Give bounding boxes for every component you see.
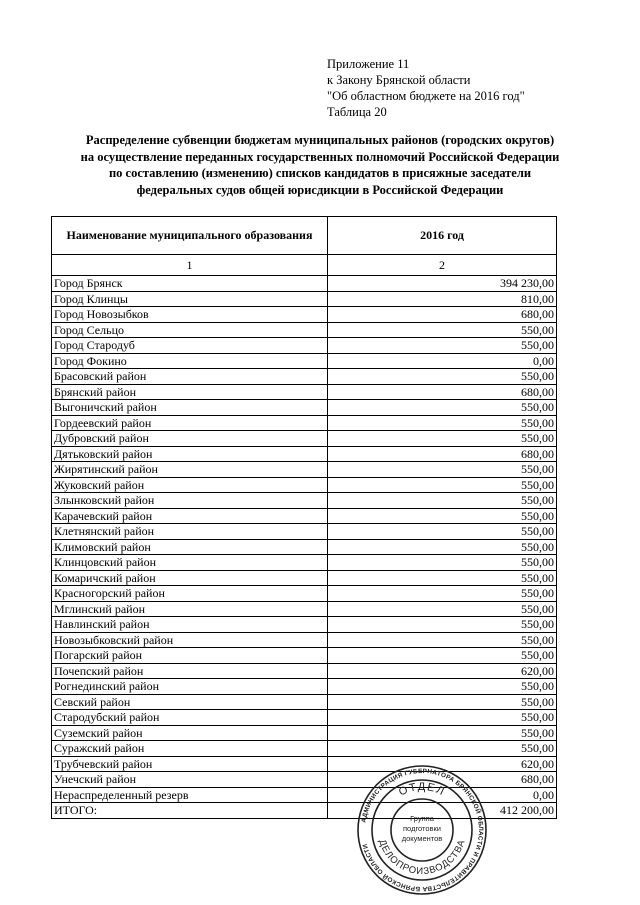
table-row [52, 477, 557, 493]
subvention-amount: 550,00 [328, 555, 557, 571]
svg-text:АДМИНИСТРАЦИЯ ГУБЕРНАТОРА БРЯН: АДМИНИСТРАЦИЯ ГУБЕРНАТОРА БРЯНСКОЙ ОБЛАСТИ И ПРАВИТЕЛЬСТВА БРЯНСКОЙ ОБЛАСТИ [360, 767, 485, 893]
table-row [52, 322, 557, 338]
municipality-name: Унечский район [52, 772, 328, 788]
svg-text:ДЕЛОПРОИЗВОДСТВА: ДЕЛОПРОИЗВОДСТВА [376, 838, 468, 878]
subvention-table [51, 216, 557, 819]
subvention-amount: 680,00 [328, 772, 557, 788]
municipality-name: Жирятинский район [52, 462, 328, 478]
table-row [52, 338, 557, 354]
municipality-name: ИТОГО: [52, 803, 328, 819]
svg-text:документов: документов [401, 834, 443, 843]
municipality-name: Город Стародуб [52, 338, 328, 354]
column-header-name: Наименование муниципального образования [52, 217, 328, 255]
municipality-name: Карачевский район [52, 508, 328, 524]
subvention-amount: 0,00 [328, 353, 557, 369]
subvention-amount: 550,00 [328, 338, 557, 354]
municipality-name: Дубровский район [52, 431, 328, 447]
subvention-amount: 550,00 [328, 369, 557, 385]
municipality-name: Дятьковский район [52, 446, 328, 462]
subvention-amount: 550,00 [328, 617, 557, 633]
table-row [52, 446, 557, 462]
subvention-amount: 550,00 [328, 477, 557, 493]
subvention-amount: 810,00 [328, 291, 557, 307]
table-row [52, 601, 557, 617]
table-row [52, 617, 557, 633]
municipality-name: Злынковский район [52, 493, 328, 509]
svg-text:ОТДЕЛ: ОТДЕЛ [397, 780, 448, 799]
municipality-name: Стародубский район [52, 710, 328, 726]
table-row [52, 400, 557, 416]
appendix-line-4: Таблица 20 [327, 105, 387, 119]
table-row [52, 555, 557, 571]
municipality-name: Город Фокино [52, 353, 328, 369]
appendix-line-3: "Об областном бюджете на 2016 год" [327, 89, 525, 103]
subvention-amount: 550,00 [328, 632, 557, 648]
subvention-amount: 550,00 [328, 586, 557, 602]
table-row [52, 353, 557, 369]
subvention-amount: 550,00 [328, 539, 557, 555]
table-row [52, 493, 557, 509]
table-row [52, 462, 557, 478]
svg-text:Группа: Группа [410, 814, 434, 823]
appendix-line-1: Приложение 11 [327, 57, 410, 71]
subvention-amount: 412 200,00 [328, 803, 557, 819]
subvention-amount: 550,00 [328, 648, 557, 664]
municipality-name: Город Клинцы [52, 291, 328, 307]
table-row [52, 276, 557, 292]
subvention-amount: 680,00 [328, 384, 557, 400]
subvention-amount: 620,00 [328, 663, 557, 679]
municipality-name: Клетнянский район [52, 524, 328, 540]
municipality-name: Выгоничский район [52, 400, 328, 416]
table-row [52, 369, 557, 385]
subvention-amount: 550,00 [328, 508, 557, 524]
appendix-header [327, 56, 525, 120]
municipality-name: Рогнединский район [52, 679, 328, 695]
table-row [52, 539, 557, 555]
subvention-amount: 550,00 [328, 725, 557, 741]
municipality-name: Климовский район [52, 539, 328, 555]
municipality-name: Город Новозыбков [52, 307, 328, 323]
subvention-amount: 550,00 [328, 400, 557, 416]
table-row [52, 663, 557, 679]
municipality-name: Погарский район [52, 648, 328, 664]
appendix-line-2: к Закону Брянской области [327, 73, 471, 87]
header-row [52, 217, 557, 255]
subvention-amount: 550,00 [328, 322, 557, 338]
column-number-2: 2 [328, 255, 557, 276]
municipality-name: Суземский район [52, 725, 328, 741]
title-line-4: федеральных судов общей юрисдикции в Российской Федерации [136, 182, 504, 197]
column-number-row [52, 255, 557, 276]
municipality-name: Жуковский район [52, 477, 328, 493]
subvention-amount: 550,00 [328, 679, 557, 695]
column-number-1: 1 [52, 255, 328, 276]
document-title [40, 132, 600, 198]
table-row [52, 632, 557, 648]
table-row [52, 524, 557, 540]
table-row [52, 415, 557, 431]
municipality-name: Комаричский район [52, 570, 328, 586]
municipality-name: Красногорский район [52, 586, 328, 602]
subvention-amount: 550,00 [328, 601, 557, 617]
table-row [52, 694, 557, 710]
table-row [52, 307, 557, 323]
table-row [52, 431, 557, 447]
municipality-name: Почепский район [52, 663, 328, 679]
table-row [52, 384, 557, 400]
subvention-amount: 550,00 [328, 431, 557, 447]
subvention-amount: 680,00 [328, 307, 557, 323]
municipality-name: Гордеевский район [52, 415, 328, 431]
municipality-name: Новозыбковский район [52, 632, 328, 648]
municipality-name: Брасовский район [52, 369, 328, 385]
municipality-name: Город Брянск [52, 276, 328, 292]
subvention-amount: 620,00 [328, 756, 557, 772]
municipality-name: Трубчевский район [52, 756, 328, 772]
table-row [52, 648, 557, 664]
municipality-name: Город Сельцо [52, 322, 328, 338]
subvention-amount: 550,00 [328, 524, 557, 540]
table-row [52, 725, 557, 741]
municipality-name: Клинцовский район [52, 555, 328, 571]
municipality-name: Навлинский район [52, 617, 328, 633]
subvention-amount: 394 230,00 [328, 276, 557, 292]
subvention-amount: 550,00 [328, 710, 557, 726]
table-row [52, 679, 557, 695]
municipality-name: Севский район [52, 694, 328, 710]
table-row [52, 586, 557, 602]
subvention-amount: 550,00 [328, 741, 557, 757]
municipality-name: Суражский район [52, 741, 328, 757]
subvention-amount: 550,00 [328, 570, 557, 586]
subvention-amount: 550,00 [328, 462, 557, 478]
subvention-amount: 550,00 [328, 415, 557, 431]
title-line-3: по составлению (изменению) списков кандидатов в присяжные заседатели [108, 166, 532, 180]
svg-text:подготовки: подготовки [403, 824, 441, 833]
municipality-name: Мглинский район [52, 601, 328, 617]
table-row [52, 570, 557, 586]
subvention-amount: 550,00 [328, 694, 557, 710]
subvention-amount: 550,00 [328, 493, 557, 509]
municipality-name: Нераспределенный резерв [52, 787, 328, 803]
title-line-2: на осуществление переданных государственных полномочий Российской Федерации [80, 149, 560, 164]
municipality-name: Брянский район [52, 384, 328, 400]
table-row [52, 291, 557, 307]
table-row [52, 508, 557, 524]
table-row [52, 741, 557, 757]
column-header-year: 2016 год [328, 217, 557, 255]
subvention-amount: 680,00 [328, 446, 557, 462]
table-row [52, 710, 557, 726]
official-stamp-seal [356, 764, 488, 896]
title-line-1: Распределение субвенции бюджетам муниципальных районов (городских округов) [85, 133, 555, 147]
subvention-amount: 0,00 [328, 787, 557, 803]
